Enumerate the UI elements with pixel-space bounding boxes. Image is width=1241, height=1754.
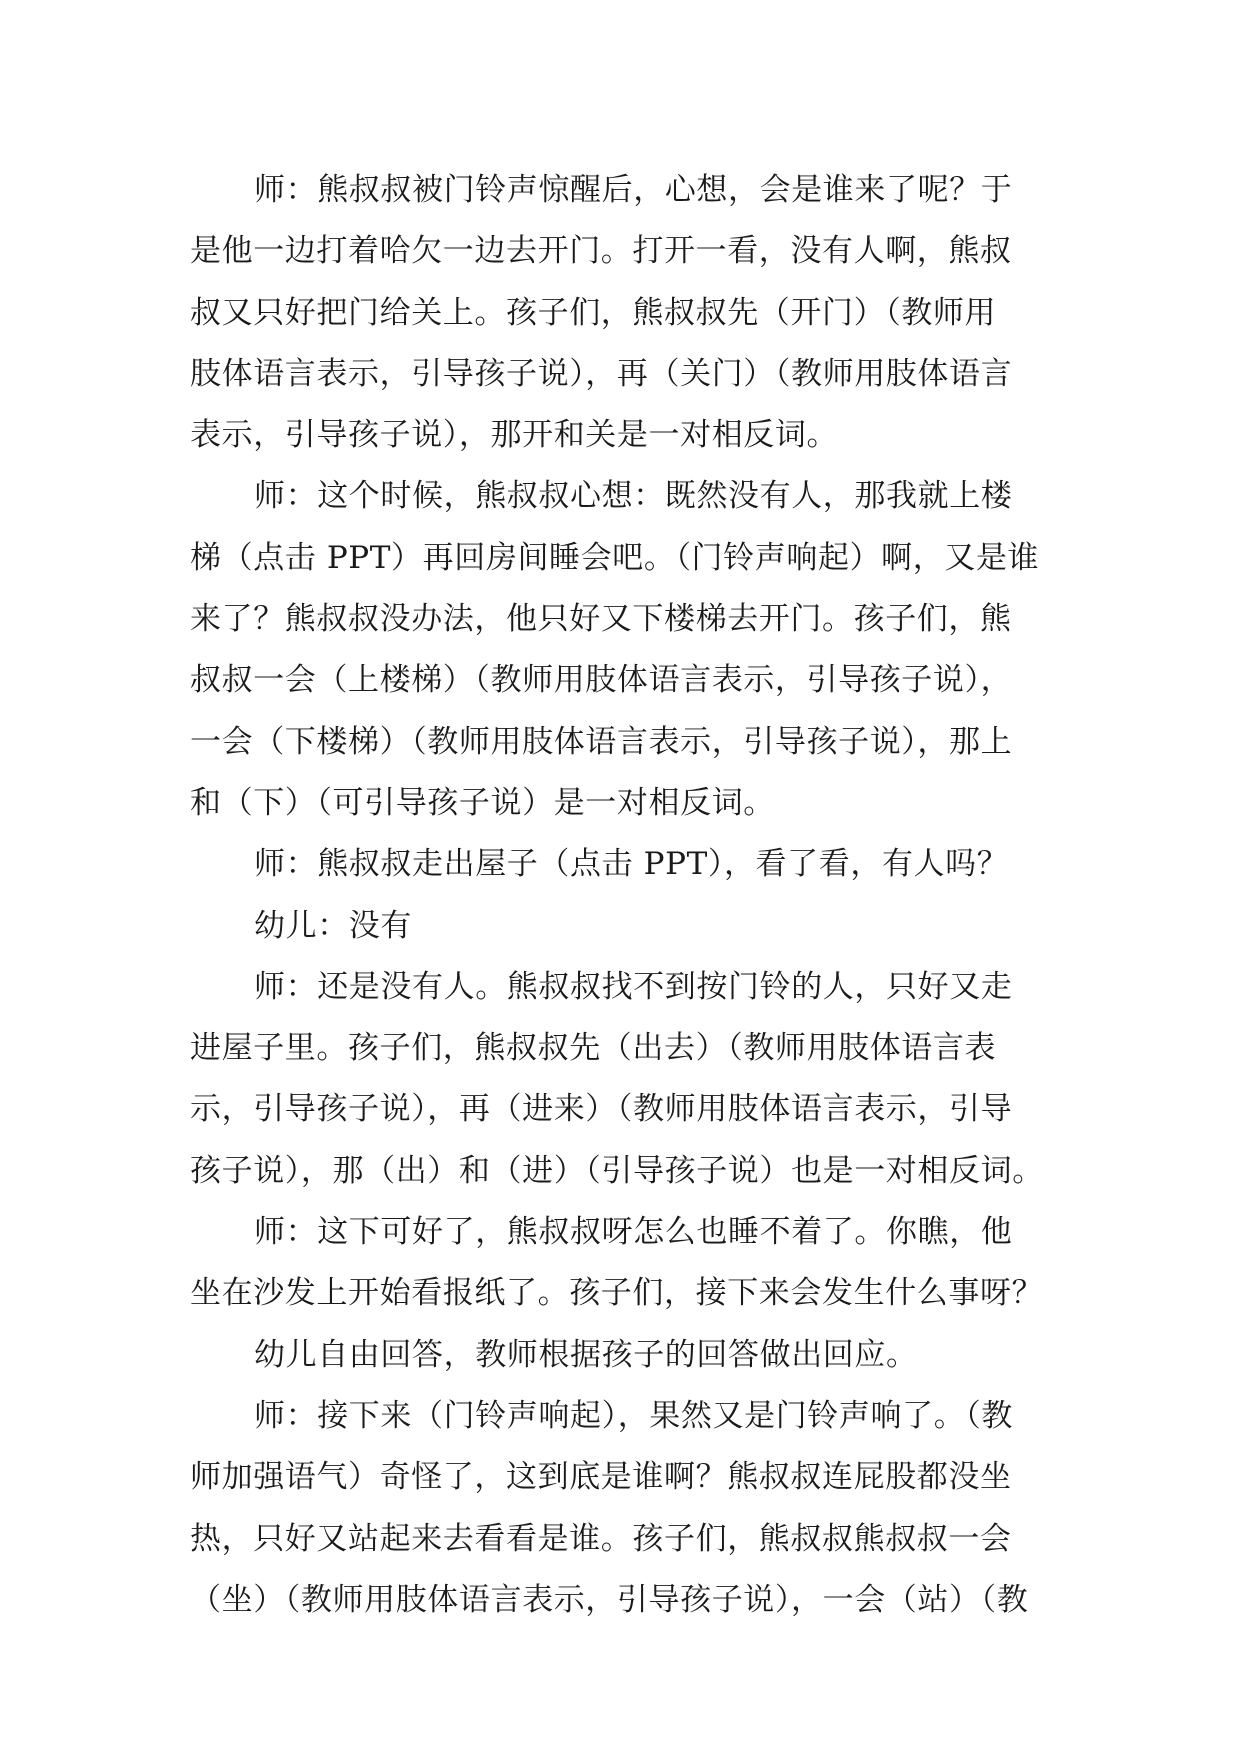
text-line: 师：这个时候，熊叔叔心想：既然没有人，那我就上楼 — [254, 478, 1013, 515]
text-line: 一会（下楼梯）（教师用肢体语言表示，引导孩子说），那上 — [190, 723, 1013, 760]
text-line: 示，引导孩子说），再（进来）（教师用肢体语言表示，引导 — [190, 1091, 1013, 1128]
text-line: 来了？熊叔叔没办法，他只好又下楼梯去开门。孩子们，熊 — [190, 601, 1012, 638]
text-line: 师：熊叔叔被门铃声惊醒后，心想，会是谁来了呢？于 — [254, 172, 1013, 208]
text-line: 师：这下可好了，熊叔叔呀怎么也睡不着了。你瞧，他 — [254, 1214, 1013, 1251]
text-line: 表示，引导孩子说），那开和关是一对相反词。 — [190, 417, 839, 454]
text-line: 热，只好又站起来去看看是谁。孩子们，熊叔叔熊叔叔一会 — [190, 1520, 1012, 1557]
text-line: 肢体语言表示，引导孩子说），再（关门）（教师用肢体语言 — [190, 355, 1013, 392]
text-line: 是他一边打着哈欠一边去开门。打开一看，没有人啊，熊叔 — [190, 233, 1012, 270]
text-line: 坐在沙发上开始看报纸了。孩子们，接下来会发生什么事呀？ — [190, 1275, 1044, 1312]
text-line: 叔叔一会（上楼梯）（教师用肢体语言表示，引导孩子说）， — [190, 662, 1013, 699]
text-line: 叔又只好把门给关上。孩子们，熊叔叔先（开门）（教师用 — [190, 294, 997, 331]
text-line: （坐）（教师用肢体语言表示，引导孩子说），一会（站）（教 — [190, 1581, 1029, 1618]
body-text — [190, 160, 1070, 1631]
text-line: 师加强语气）奇怪了，这到底是谁啊？熊叔叔连屁股都没坐 — [190, 1459, 1012, 1496]
text-line: 师：接下来（门铃声响起），果然又是门铃声响了。（教 — [254, 1397, 1013, 1434]
text-line: 幼儿自由回答，教师根据孩子的回答做出回应。 — [254, 1336, 918, 1373]
text-line: 进屋子里。孩子们，熊叔叔先（出去）（教师用肢体语言表 — [190, 1030, 997, 1067]
text-line: 幼儿：没有 — [254, 907, 412, 944]
text-line: 孩子说），那（出）和（进）（引导孩子说）也是一对相反词。 — [190, 1152, 1044, 1189]
text-line: 和（下）（可引导孩子说）是一对相反词。 — [190, 784, 775, 821]
text-line: 师：熊叔叔走出屋子（点击 PPT），看了看，有人吗？ — [254, 846, 1009, 883]
text-line: 师：还是没有人。熊叔叔找不到按门铃的人，只好又走 — [254, 968, 1013, 1005]
text-line: 梯（点击 PPT）再回房间睡会吧。（门铃声响起）啊，又是谁 — [190, 539, 1040, 576]
